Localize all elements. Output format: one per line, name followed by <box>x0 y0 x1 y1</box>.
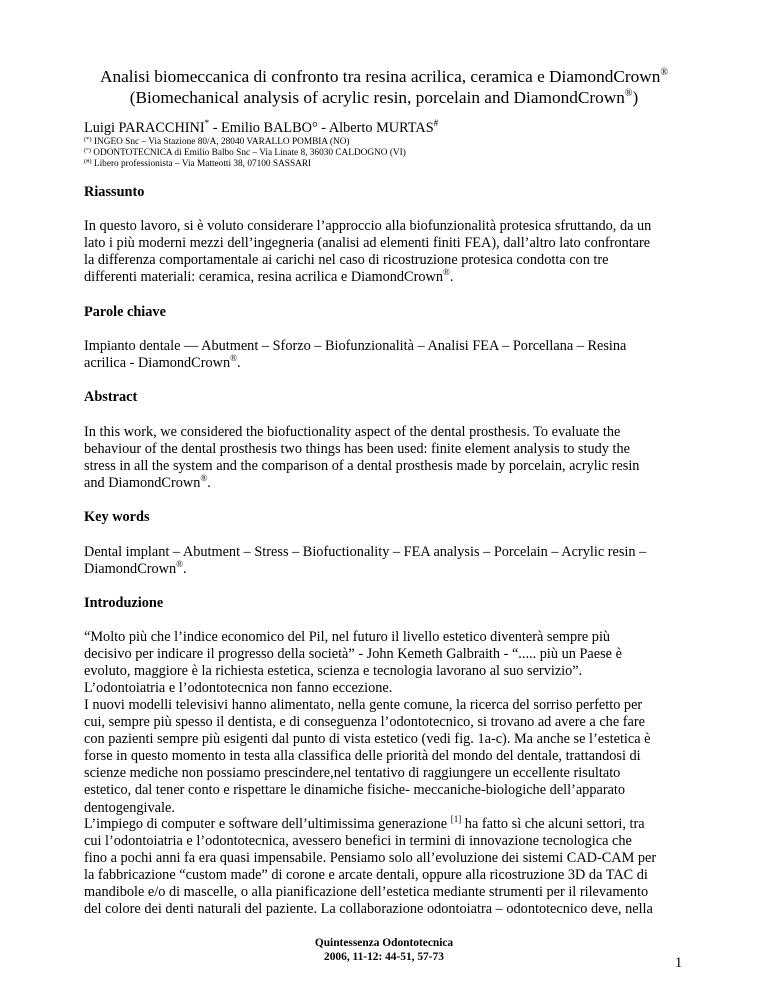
author-list: Luigi PARACCHINI* - Emilio BALBO° - Alberto MURTAS# <box>84 118 439 136</box>
introduzione-heading: Introduzione <box>84 595 164 611</box>
key-words-heading: Key words <box>84 509 150 525</box>
intro-paragraph-3: L’impiego di computer e software dell’ultimissima generazione [1] ha fatto sì che alcuni settori, tra cui l’odontoiatria e l’odontotecnica, avessero benefici in termini di innovazione tecnologica che fino a pochi anni fa era quasi impensabile. Pensiamo solo all’evoluzione dei sistemi CAD-CAM per la fabbricazione “custom made” di corone e arcate dentali, oppure alla ricostruzione 3D da TAC di mandibole e/o di mascelle, o alla pianificazione dell’estetica mediante strumenti per il rilevamento del colore dei denti naturali del paziente. La collaborazione odontoiatra – odontotecnico deve, nella <box>84 814 657 918</box>
journal-issue: 2006, 11-12: 44-51, 57-73 <box>324 950 444 963</box>
title-line-2: (Biomechanical analysis of acrylic resin, porcelain and DiamondCrown®) <box>129 88 639 107</box>
intro-paragraph-1: “Molto più che l’indice economico del Pil, nel futuro il livello estetico diventerà sempre più decisivo per indicare il progresso della società” - John Kemeth Galbraith - “..... più un Paese è evoluto, maggiore è la richiesta estetica, scienza e tecnologia lavorano al suo servizio”. L’odontoiatria e l’odontotecnica non fanno eccezione. <box>84 629 622 697</box>
journal-footer <box>0 937 768 964</box>
paper-title <box>60 66 708 108</box>
abstract-heading: Abstract <box>84 389 138 405</box>
riassunto-heading: Riassunto <box>84 184 145 200</box>
citation-ref: [1] <box>450 814 462 824</box>
riassunto-paragraph: In questo lavoro, si è voluto considerare l’approccio alla biofunzionalità protesica sfruttando, da un lato i più moderni mezzi dell’ingegneria (analisi ad elementi finiti FEA), dall’altro lato confrontare la differenza comportamentale ai carichi nel caso di ricostruzione protesica condotta con tre differenti materiali: ceramica, resina acrilica e DiamondCrown®. <box>84 218 652 286</box>
affiliation: (#) Libero professionista – Via Matteotti 38, 07100 SASSARI <box>84 158 312 170</box>
affiliation: (*) INGEO Snc – Via Stazione 80/A, 28040 VARALLO POMBIA (NO) <box>84 136 350 147</box>
parole-chiave-heading: Parole chiave <box>84 304 166 320</box>
affiliation: (°) ODONTOTECNICA di Emilio Balbo Snc – Via Linate 8, 36030 CALDOGNO (VI) <box>84 147 406 159</box>
affiliations <box>84 137 406 171</box>
intro-paragraph-2: I nuovi modelli televisivi hanno alimentato, nella gente comune, la ricerca del sorriso perfetto per cui, sempre più spesso il dentista, e di conseguenza l’odontotecnico, si trovano ad avere a che fare con pazienti sempre più esigenti dal punto di vista estetico (vedi fig. 1a-c). Ma anche se l’estetica è forse in questo momento in testa alla classifica delle priorità del mondo del dentale, trattandosi di scienze mediche non possiamo prescindere,nel tentativo di raggiungere un eccellente risultato estetico, dal tener conto e rispettare le dinamiche fisiche- meccaniche-biologiche dell’apparato dentogengivale. <box>84 697 651 816</box>
title-line-1: Analisi biomeccanica di confronto tra resina acrilica, ceramica e DiamondCrown® <box>99 67 669 86</box>
journal-name: Quintessenza Odontotecnica <box>314 937 454 949</box>
abstract-paragraph: In this work, we considered the biofuctionality aspect of the dental prosthesis. To evaluate the behaviour of the dental prosthesis two things has been used: finite element analysis to study the stress in all the system and the comparison of a dental prosthesis made by porcelain, acrylic resin and DiamondCrown®. <box>84 424 640 492</box>
parole-chiave-paragraph: Impianto dentale — Abutment – Sforzo – Biofunzionalità – Analisi FEA – Porcellana – Resina acrilica - DiamondCrown®. <box>84 338 627 372</box>
key-words-paragraph: Dental implant – Abutment – Stress – Biofuctionality – FEA analysis – Porcelain – Acrylic resin – DiamondCrown®. <box>84 544 647 578</box>
page-number: 1 <box>675 955 683 971</box>
